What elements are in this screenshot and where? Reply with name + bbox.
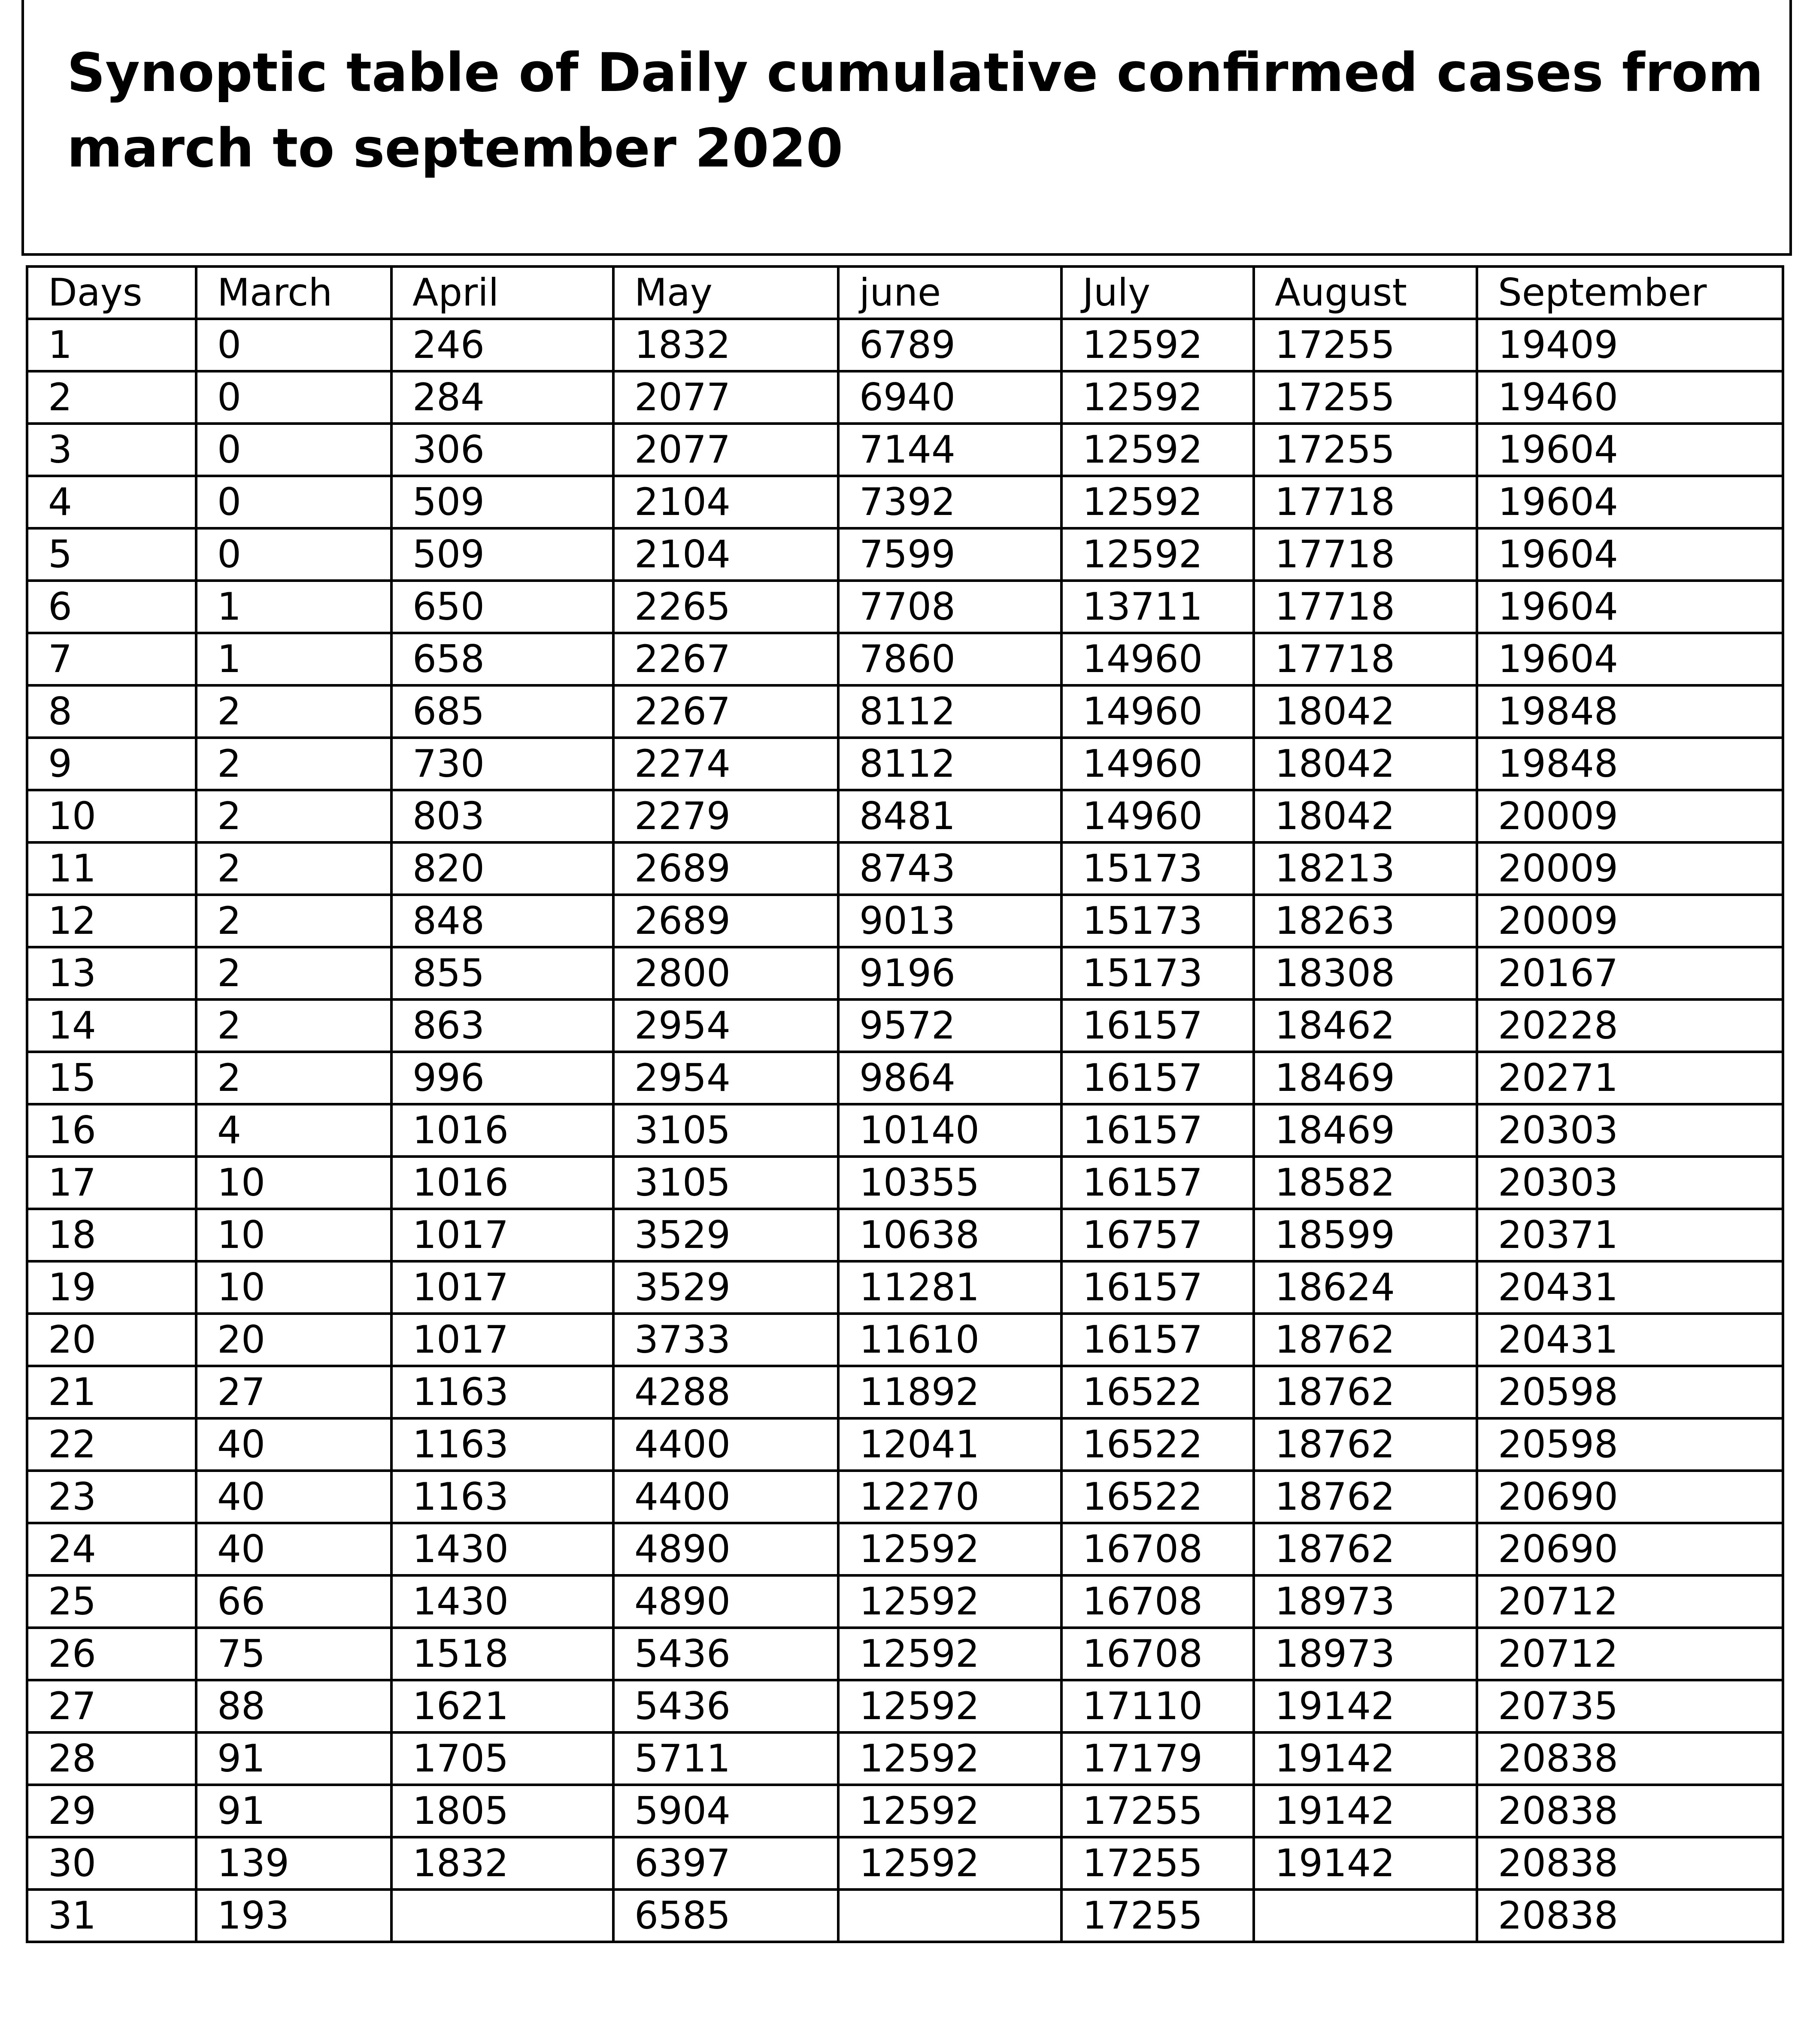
table-row xyxy=(27,1785,1783,1837)
table-cell: 7860 xyxy=(838,633,1061,685)
table-cell: 20167 xyxy=(1477,947,1783,999)
table-row xyxy=(27,999,1783,1052)
table-cell: 7708 xyxy=(838,581,1061,633)
table-cell: 2 xyxy=(196,1052,391,1104)
table-cell: 20838 xyxy=(1477,1785,1783,1837)
table-row xyxy=(27,1732,1783,1785)
table-cell: 3733 xyxy=(613,1314,838,1366)
table-cell: 18042 xyxy=(1254,685,1477,738)
table-cell: 1016 xyxy=(391,1157,613,1209)
day-cell: 1 xyxy=(27,319,196,371)
table-cell: 8743 xyxy=(838,842,1061,895)
table-cell: 14960 xyxy=(1061,685,1254,738)
table-cell: 0 xyxy=(196,476,391,528)
table-cell: 2 xyxy=(196,738,391,790)
table-cell: 16157 xyxy=(1061,1157,1254,1209)
table-cell: 19604 xyxy=(1477,633,1783,685)
table-cell: 2800 xyxy=(613,947,838,999)
day-cell: 7 xyxy=(27,633,196,685)
table-cell: 1017 xyxy=(391,1209,613,1261)
table-row xyxy=(27,1366,1783,1418)
table-cell: 246 xyxy=(391,319,613,371)
table-cell: 1430 xyxy=(391,1523,613,1575)
table-row xyxy=(27,685,1783,738)
table-cell: 650 xyxy=(391,581,613,633)
table-cell: 855 xyxy=(391,947,613,999)
table-cell: 11610 xyxy=(838,1314,1061,1366)
table-cell: 1017 xyxy=(391,1261,613,1314)
day-cell: 25 xyxy=(27,1575,196,1628)
table-cell: 4 xyxy=(196,1104,391,1157)
table-cell: 12592 xyxy=(1061,319,1254,371)
day-cell: 3 xyxy=(27,424,196,476)
column-header: August xyxy=(1254,266,1477,319)
day-cell: 19 xyxy=(27,1261,196,1314)
table-cell: 6585 xyxy=(613,1890,838,1942)
table-cell: 848 xyxy=(391,895,613,947)
table-cell: 20009 xyxy=(1477,790,1783,842)
table-cell: 1 xyxy=(196,581,391,633)
day-cell: 22 xyxy=(27,1418,196,1471)
table-cell: 12592 xyxy=(838,1732,1061,1785)
table-header-row xyxy=(27,266,1783,319)
table-cell: 19460 xyxy=(1477,371,1783,424)
day-cell: 4 xyxy=(27,476,196,528)
table-row xyxy=(27,1157,1783,1209)
table-row xyxy=(27,1209,1783,1261)
day-cell: 8 xyxy=(27,685,196,738)
table-cell: 2 xyxy=(196,842,391,895)
day-cell: 10 xyxy=(27,790,196,842)
table-cell: 10140 xyxy=(838,1104,1061,1157)
table-row xyxy=(27,842,1783,895)
table-cell: 16708 xyxy=(1061,1628,1254,1680)
day-cell: 31 xyxy=(27,1890,196,1942)
table-cell: 40 xyxy=(196,1523,391,1575)
table-cell: 20303 xyxy=(1477,1157,1783,1209)
table-cell: 4400 xyxy=(613,1418,838,1471)
table-cell: 2689 xyxy=(613,842,838,895)
table-cell: 996 xyxy=(391,1052,613,1104)
table-cell: 9572 xyxy=(838,999,1061,1052)
table-cell: 17255 xyxy=(1254,319,1477,371)
table-cell: 16708 xyxy=(1061,1523,1254,1575)
table-cell: 0 xyxy=(196,371,391,424)
table-cell: 193 xyxy=(196,1890,391,1942)
table-cell: 18042 xyxy=(1254,738,1477,790)
table-cell: 19142 xyxy=(1254,1732,1477,1785)
table-cell: 18762 xyxy=(1254,1523,1477,1575)
table-cell: 4890 xyxy=(613,1523,838,1575)
day-cell: 6 xyxy=(27,581,196,633)
table-cell: 17718 xyxy=(1254,528,1477,581)
table-cell: 20303 xyxy=(1477,1104,1783,1157)
table-cell: 91 xyxy=(196,1785,391,1837)
table-cell: 20838 xyxy=(1477,1837,1783,1890)
table-cell xyxy=(1254,1890,1477,1942)
table-cell: 5436 xyxy=(613,1628,838,1680)
table-cell: 20712 xyxy=(1477,1628,1783,1680)
table-cell: 14960 xyxy=(1061,633,1254,685)
table-cell: 7144 xyxy=(838,424,1061,476)
table-cell: 16708 xyxy=(1061,1575,1254,1628)
table-row xyxy=(27,1575,1783,1628)
table-cell: 19409 xyxy=(1477,319,1783,371)
table-cell: 3529 xyxy=(613,1261,838,1314)
table-cell: 730 xyxy=(391,738,613,790)
table-cell xyxy=(838,1890,1061,1942)
table-cell: 12592 xyxy=(1061,371,1254,424)
table-cell: 2267 xyxy=(613,685,838,738)
column-header: Days xyxy=(27,266,196,319)
table-row xyxy=(27,581,1783,633)
table-cell: 6789 xyxy=(838,319,1061,371)
table-row xyxy=(27,1523,1783,1575)
title-box xyxy=(21,0,1792,256)
table-cell: 11892 xyxy=(838,1366,1061,1418)
day-cell: 30 xyxy=(27,1837,196,1890)
table-cell: 20735 xyxy=(1477,1680,1783,1732)
day-cell: 2 xyxy=(27,371,196,424)
table-cell: 2274 xyxy=(613,738,838,790)
day-cell: 5 xyxy=(27,528,196,581)
table-cell: 19142 xyxy=(1254,1837,1477,1890)
table-cell: 18263 xyxy=(1254,895,1477,947)
table-cell: 18973 xyxy=(1254,1628,1477,1680)
table-cell: 1163 xyxy=(391,1366,613,1418)
day-cell: 24 xyxy=(27,1523,196,1575)
table-row xyxy=(27,1314,1783,1366)
table-cell: 17255 xyxy=(1254,424,1477,476)
table-cell: 16157 xyxy=(1061,1052,1254,1104)
column-header: April xyxy=(391,266,613,319)
column-header: May xyxy=(613,266,838,319)
table-cell: 2 xyxy=(196,685,391,738)
table-cell: 19604 xyxy=(1477,476,1783,528)
table-cell: 509 xyxy=(391,476,613,528)
table-cell: 17179 xyxy=(1061,1732,1254,1785)
table-cell: 18462 xyxy=(1254,999,1477,1052)
table-row xyxy=(27,528,1783,581)
table-cell: 8481 xyxy=(838,790,1061,842)
table-cell: 4400 xyxy=(613,1471,838,1523)
table-cell: 20838 xyxy=(1477,1732,1783,1785)
table-cell: 16157 xyxy=(1061,999,1254,1052)
table-cell: 10 xyxy=(196,1261,391,1314)
table-cell: 139 xyxy=(196,1837,391,1890)
table-cell: 20712 xyxy=(1477,1575,1783,1628)
table-cell: 20 xyxy=(196,1314,391,1366)
table-cell: 19142 xyxy=(1254,1680,1477,1732)
table-cell: 18762 xyxy=(1254,1366,1477,1418)
table-cell: 2689 xyxy=(613,895,838,947)
table-cell: 19142 xyxy=(1254,1785,1477,1837)
table-cell: 1705 xyxy=(391,1732,613,1785)
table-row xyxy=(27,1261,1783,1314)
table-cell: 1518 xyxy=(391,1628,613,1680)
table-cell: 863 xyxy=(391,999,613,1052)
table-cell: 14960 xyxy=(1061,738,1254,790)
table-cell: 12592 xyxy=(838,1523,1061,1575)
table-cell: 9013 xyxy=(838,895,1061,947)
table-cell: 40 xyxy=(196,1418,391,1471)
table-cell: 1430 xyxy=(391,1575,613,1628)
table-cell: 12592 xyxy=(1061,476,1254,528)
column-header: june xyxy=(838,266,1061,319)
table-row xyxy=(27,1837,1783,1890)
table-cell: 12592 xyxy=(1061,424,1254,476)
table-row xyxy=(27,790,1783,842)
table-cell: 20271 xyxy=(1477,1052,1783,1104)
table-cell: 2077 xyxy=(613,371,838,424)
table-cell: 19604 xyxy=(1477,424,1783,476)
table-cell: 12592 xyxy=(838,1575,1061,1628)
table-cell: 88 xyxy=(196,1680,391,1732)
table-cell: 1016 xyxy=(391,1104,613,1157)
table-cell: 17255 xyxy=(1061,1890,1254,1942)
table-cell: 0 xyxy=(196,424,391,476)
table-cell: 13711 xyxy=(1061,581,1254,633)
day-cell: 28 xyxy=(27,1732,196,1785)
table-cell: 5711 xyxy=(613,1732,838,1785)
table-cell: 16522 xyxy=(1061,1366,1254,1418)
table-cell: 19848 xyxy=(1477,738,1783,790)
table-cell: 66 xyxy=(196,1575,391,1628)
table-cell: 1832 xyxy=(391,1837,613,1890)
table-cell: 12592 xyxy=(838,1837,1061,1890)
table-cell: 40 xyxy=(196,1471,391,1523)
table-cell: 2954 xyxy=(613,999,838,1052)
table-cell: 18213 xyxy=(1254,842,1477,895)
table-cell: 2 xyxy=(196,895,391,947)
table-cell: 19604 xyxy=(1477,528,1783,581)
table-cell: 15173 xyxy=(1061,895,1254,947)
table-row xyxy=(27,633,1783,685)
day-cell: 11 xyxy=(27,842,196,895)
table-row xyxy=(27,738,1783,790)
table-cell: 18582 xyxy=(1254,1157,1477,1209)
table-cell: 12592 xyxy=(838,1680,1061,1732)
table-cell: 12041 xyxy=(838,1418,1061,1471)
table-cell: 4288 xyxy=(613,1366,838,1418)
day-cell: 17 xyxy=(27,1157,196,1209)
table-cell: 16157 xyxy=(1061,1261,1254,1314)
table-cell: 18762 xyxy=(1254,1314,1477,1366)
table-cell: 509 xyxy=(391,528,613,581)
table-cell: 18624 xyxy=(1254,1261,1477,1314)
table-cell: 8112 xyxy=(838,738,1061,790)
table-cell: 12592 xyxy=(838,1785,1061,1837)
column-header: March xyxy=(196,266,391,319)
day-cell: 21 xyxy=(27,1366,196,1418)
table-cell: 18762 xyxy=(1254,1471,1477,1523)
table-cell: 3105 xyxy=(613,1104,838,1157)
table-cell: 6940 xyxy=(838,371,1061,424)
table-cell: 9864 xyxy=(838,1052,1061,1104)
table-cell: 20009 xyxy=(1477,842,1783,895)
table-row xyxy=(27,371,1783,424)
table-cell: 10355 xyxy=(838,1157,1061,1209)
table-cell: 658 xyxy=(391,633,613,685)
table-cell: 18762 xyxy=(1254,1418,1477,1471)
table-row xyxy=(27,1052,1783,1104)
table-row xyxy=(27,1680,1783,1732)
table-cell: 10 xyxy=(196,1157,391,1209)
table-row xyxy=(27,947,1783,999)
table-cell: 17718 xyxy=(1254,476,1477,528)
column-header: July xyxy=(1061,266,1254,319)
page-title: Synoptic table of Daily cumulative confirmed cases from march to september 2020 xyxy=(67,42,1764,179)
table-cell: 5904 xyxy=(613,1785,838,1837)
table-cell: 1805 xyxy=(391,1785,613,1837)
table-cell: 12592 xyxy=(1061,528,1254,581)
table-row xyxy=(27,319,1783,371)
table-cell: 75 xyxy=(196,1628,391,1680)
table-cell: 2077 xyxy=(613,424,838,476)
table-cell: 2104 xyxy=(613,528,838,581)
table-cell: 17255 xyxy=(1254,371,1477,424)
table-cell: 18973 xyxy=(1254,1575,1477,1628)
table-cell: 18308 xyxy=(1254,947,1477,999)
table-cell: 10638 xyxy=(838,1209,1061,1261)
table-cell: 7599 xyxy=(838,528,1061,581)
day-cell: 15 xyxy=(27,1052,196,1104)
table-cell: 1017 xyxy=(391,1314,613,1366)
table-row xyxy=(27,476,1783,528)
table-cell: 17110 xyxy=(1061,1680,1254,1732)
table-cell: 18042 xyxy=(1254,790,1477,842)
table-cell xyxy=(391,1890,613,1942)
table-row xyxy=(27,424,1783,476)
table-cell: 17718 xyxy=(1254,581,1477,633)
table-cell: 9196 xyxy=(838,947,1061,999)
table-cell: 20431 xyxy=(1477,1314,1783,1366)
table-row xyxy=(27,1471,1783,1523)
table-cell: 2 xyxy=(196,999,391,1052)
table-cell: 20431 xyxy=(1477,1261,1783,1314)
table-cell: 1 xyxy=(196,633,391,685)
table-cell: 15173 xyxy=(1061,947,1254,999)
day-cell: 29 xyxy=(27,1785,196,1837)
table-row xyxy=(27,1104,1783,1157)
table-cell: 2 xyxy=(196,790,391,842)
day-cell: 23 xyxy=(27,1471,196,1523)
table-cell: 306 xyxy=(391,424,613,476)
table-cell: 20009 xyxy=(1477,895,1783,947)
table-cell: 1163 xyxy=(391,1418,613,1471)
column-header: September xyxy=(1477,266,1783,319)
table-cell: 3105 xyxy=(613,1157,838,1209)
table-cell: 5436 xyxy=(613,1680,838,1732)
table-cell: 6397 xyxy=(613,1837,838,1890)
day-cell: 27 xyxy=(27,1680,196,1732)
table-cell: 820 xyxy=(391,842,613,895)
table-cell: 20371 xyxy=(1477,1209,1783,1261)
table-cell: 10 xyxy=(196,1209,391,1261)
table-cell: 3529 xyxy=(613,1209,838,1261)
table-cell: 7392 xyxy=(838,476,1061,528)
table-cell: 20598 xyxy=(1477,1366,1783,1418)
table-cell: 2279 xyxy=(613,790,838,842)
table-cell: 284 xyxy=(391,371,613,424)
table-cell: 18599 xyxy=(1254,1209,1477,1261)
table-cell: 20690 xyxy=(1477,1523,1783,1575)
table-cell: 19848 xyxy=(1477,685,1783,738)
day-cell: 20 xyxy=(27,1314,196,1366)
table-cell: 18469 xyxy=(1254,1104,1477,1157)
table-cell: 803 xyxy=(391,790,613,842)
table-cell: 685 xyxy=(391,685,613,738)
table-cell: 16757 xyxy=(1061,1209,1254,1261)
table-cell: 2 xyxy=(196,947,391,999)
table-cell: 2267 xyxy=(613,633,838,685)
table-cell: 1832 xyxy=(613,319,838,371)
table-cell: 11281 xyxy=(838,1261,1061,1314)
table-cell: 2954 xyxy=(613,1052,838,1104)
table-cell: 0 xyxy=(196,528,391,581)
table-cell: 1621 xyxy=(391,1680,613,1732)
table-cell: 4890 xyxy=(613,1575,838,1628)
table-cell: 14960 xyxy=(1061,790,1254,842)
table-cell: 17255 xyxy=(1061,1837,1254,1890)
table-cell: 16522 xyxy=(1061,1471,1254,1523)
data-table xyxy=(26,265,1784,1943)
table-cell: 20228 xyxy=(1477,999,1783,1052)
table-cell: 20690 xyxy=(1477,1471,1783,1523)
table-row xyxy=(27,1418,1783,1471)
table-cell: 17255 xyxy=(1061,1785,1254,1837)
table-cell: 16522 xyxy=(1061,1418,1254,1471)
table-row xyxy=(27,1628,1783,1680)
day-cell: 18 xyxy=(27,1209,196,1261)
day-cell: 26 xyxy=(27,1628,196,1680)
table-cell: 20838 xyxy=(1477,1890,1783,1942)
table-cell: 2265 xyxy=(613,581,838,633)
table-cell: 8112 xyxy=(838,685,1061,738)
table-cell: 0 xyxy=(196,319,391,371)
table-cell: 27 xyxy=(196,1366,391,1418)
day-cell: 12 xyxy=(27,895,196,947)
table-cell: 20598 xyxy=(1477,1418,1783,1471)
table-cell: 16157 xyxy=(1061,1104,1254,1157)
table-cell: 91 xyxy=(196,1732,391,1785)
table-cell: 1163 xyxy=(391,1471,613,1523)
day-cell: 14 xyxy=(27,999,196,1052)
day-cell: 13 xyxy=(27,947,196,999)
day-cell: 16 xyxy=(27,1104,196,1157)
table-cell: 19604 xyxy=(1477,581,1783,633)
table-row xyxy=(27,1890,1783,1942)
table-cell: 12270 xyxy=(838,1471,1061,1523)
day-cell: 9 xyxy=(27,738,196,790)
table-cell: 15173 xyxy=(1061,842,1254,895)
table-cell: 16157 xyxy=(1061,1314,1254,1366)
table-row xyxy=(27,895,1783,947)
table-cell: 18469 xyxy=(1254,1052,1477,1104)
table-cell: 12592 xyxy=(838,1628,1061,1680)
table-cell: 2104 xyxy=(613,476,838,528)
table-cell: 17718 xyxy=(1254,633,1477,685)
